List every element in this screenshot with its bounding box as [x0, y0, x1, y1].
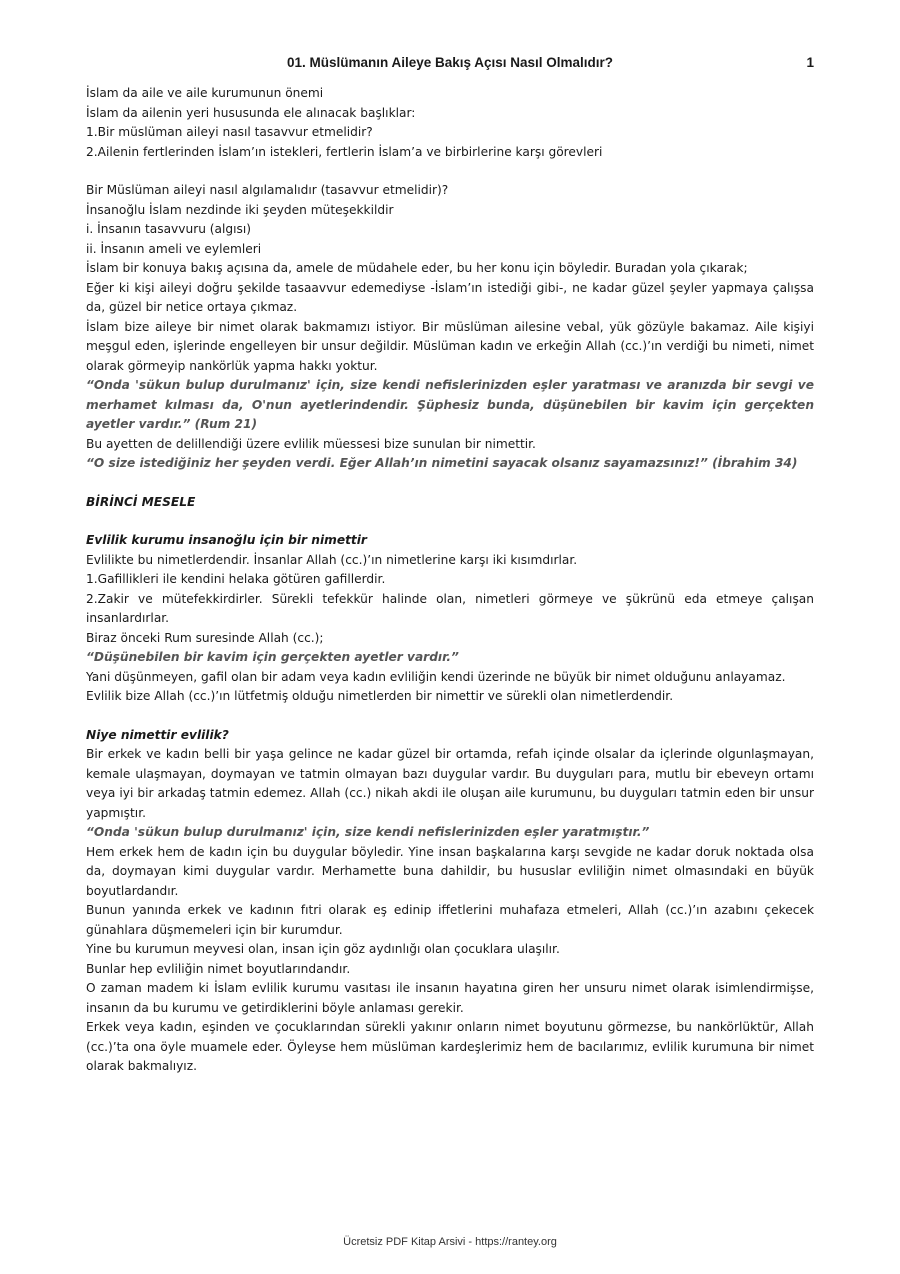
list-item: 2.Ailenin fertlerinden İslam’ın istekleri, fertlerin İslam’a ve birbirlerine karşı görevleri: [86, 144, 603, 159]
paragraph: İslam da aile ve aile kurumunun önemi: [86, 86, 324, 100]
document-body: [86, 84, 814, 1077]
list-item: ii. İnsanın ameli ve eylemleri: [86, 241, 262, 256]
spacer: [86, 707, 814, 726]
paragraph: Bu ayetten de delillendiği üzere evlilik müessesi bize sunulan bir nimettir.: [86, 436, 536, 451]
subsection-heading: Evlilik kurumu insanoğlu için bir nimettir: [86, 533, 367, 547]
paragraph: Yine bu kurumun meyvesi olan, insan için göz aydınlığı olan çocuklara ulaşılır.: [86, 942, 560, 956]
list-item: 1.Gafillikleri ile kendini helaka götüren gafillerdir.: [86, 572, 386, 586]
paragraph: Bir erkek ve kadın belli bir yaşa gelince ne kadar güzel bir ortamda, refah içinde olsalar da içlerinde olgunlaşmayan, kemale ulaşmayan, doymayan ve tatmin olmayan bazı duygular vardır. Bu duyguları para, mutlu bir ebeveyn ortamı veya iyi bir arkadaş tatmin edemez. Allah (cc.) nikah akdi ile oluşan aile kurumunu, bu duyguları tatmin eden bir unsur yapmıştır.: [86, 747, 814, 820]
quote-verse: “Onda 'sükun bulup durulmanız' için, size kendi nefislerinizden eşler yaratmıştır.”: [86, 825, 650, 839]
list-item: i. İnsanın tasavvuru (algısı): [86, 222, 252, 236]
paragraph: Bir Müslüman aileyi nasıl algılamalıdır (tasavvur etmelidir)?: [86, 183, 449, 197]
page-number: 1: [806, 55, 814, 70]
paragraph: İslam da ailenin yeri hususunda ele alınacak başlıklar:: [86, 105, 416, 120]
paragraph: Hem erkek hem de kadın için bu duygular böyledir. Yine insan başkalarına karşı sevgide ne kadar doruk noktada olsa da, doymayan kimi duygular vardır. Merhamette buna dahildir, bu hususlar evliliğin nimet olmasındaki en büyük boyutlardandır.: [86, 844, 814, 898]
paragraph: Evlilik bize Allah (cc.)’ın lütfetmiş olduğu nimetlerden bir nimettir ve sürekli olan nimetlerdendir.: [86, 689, 674, 703]
paragraph: Erkek veya kadın, eşinden ve çocuklarından sürekli yakınır onların nimet boyutunu görmezse, bu nankörlüktür, Allah (cc.)’ta ona öyle muamele eder. Öyleyse hem müslüman kardeşlerimiz hem de bacılarımız, evlilik kurumuna bir nimet olarak bakmalıyız.: [86, 1020, 814, 1073]
paragraph: O zaman madem ki İslam evlilik kurumu vasıtası ile insanın hayatına giren her unsuru nimet olarak isimlendirmişse, insanın da bu kurumu ve getirdiklerini böyle anlaması gerekir.: [86, 981, 814, 1015]
spacer: [86, 162, 814, 181]
page-title: 01. Müslümanın Aileye Bakış Açısı Nasıl Olmalıdır?: [286, 55, 614, 70]
list-item: 1.Bir müslüman aileyi nasıl tasavvur etmelidir?: [86, 125, 373, 139]
section-heading: BİRİNCİ MESELE: [86, 494, 196, 509]
paragraph: Biraz önceki Rum suresinde Allah (cc.);: [86, 630, 324, 645]
page-footer: Ücretsiz PDF Kitap Arsivi - https://rantey.org: [343, 1236, 557, 1248]
paragraph: Bunun yanında erkek ve kadının fıtri olarak eş edinip iffetlerini muhafaza etmeleri, Allah (cc.)’ın azabını çekecek günahlara düşmemeleri için bir kurumdur.: [86, 903, 814, 937]
paragraph: Yani düşünmeyen, gafil olan bir adam veya kadın evliliğin kendi üzerinde ne büyük bir nimet olduğunu anlayamaz.: [86, 669, 786, 684]
paragraph: İslam bir konuya bakış açısına da, amele de müdahele eder, bu her konu için böyledir. Buradan yola çıkarak;: [86, 261, 748, 275]
paragraph: Evlilikte bu nimetlerdendir. İnsanlar Allah (cc.)’ın nimetlerine karşı iki kısımdırlar.: [86, 552, 578, 567]
paragraph: İslam bize aileye bir nimet olarak bakmamızı istiyor. Bir müslüman ailesine vebal, yük gözüyle bakamaz. Aile kişiyi meşgul eden, işlerinde engelleyen bir unsur değildir. Müslüman kadın ve erkeğin Allah (cc.)’ın verdiği bu nimeti, nimet olarak görmeyip nankörlük yapma hakkı yoktur.: [86, 319, 814, 373]
list-item: 2.Zakir ve mütefekkirdirler. Sürekli tefekkür halinde olan, nimetleri görmeye ve şükrünü eda etmeye çalışan insanlardırlar.: [86, 591, 814, 625]
quote-verse: “Düşünebilen bir kavim için gerçekten ayetler vardır.”: [86, 650, 459, 664]
page-header: [86, 55, 814, 73]
paragraph: Eğer ki kişi aileyi doğru şekilde tasaavvur edemediyse -İslam’ın istediği gibi-, ne kadar güzel şeyler yapmaya çalışsa da, güzel bir netice ortaya çıkmaz.: [86, 280, 814, 314]
paragraph: Bunlar hep evliliğin nimet boyutlarındandır.: [86, 961, 351, 976]
quote-verse: “Onda 'sükun bulup durulmanız' için, size kendi nefislerinizden eşler yaratması ve aranızda bir sevgi ve merhamet kılması da, O'nun ayetlerindendir. Şüphesiz bunda, düşünebilen bir kavim için gerçekten ayetler vardır.” (Rum 21): [86, 378, 814, 431]
subsection-heading: Niye nimettir evlilik?: [86, 727, 229, 742]
spacer: [86, 512, 814, 531]
spacer: [86, 474, 814, 493]
quote-verse: “O size istediğiniz her şeyden verdi. Eğer Allah’ın nimetini sayacak olsanız sayamazsınız!” (İbrahim 34): [86, 456, 798, 470]
paragraph: İnsanoğlu İslam nezdinde iki şeyden müteşekkildir: [86, 202, 394, 217]
